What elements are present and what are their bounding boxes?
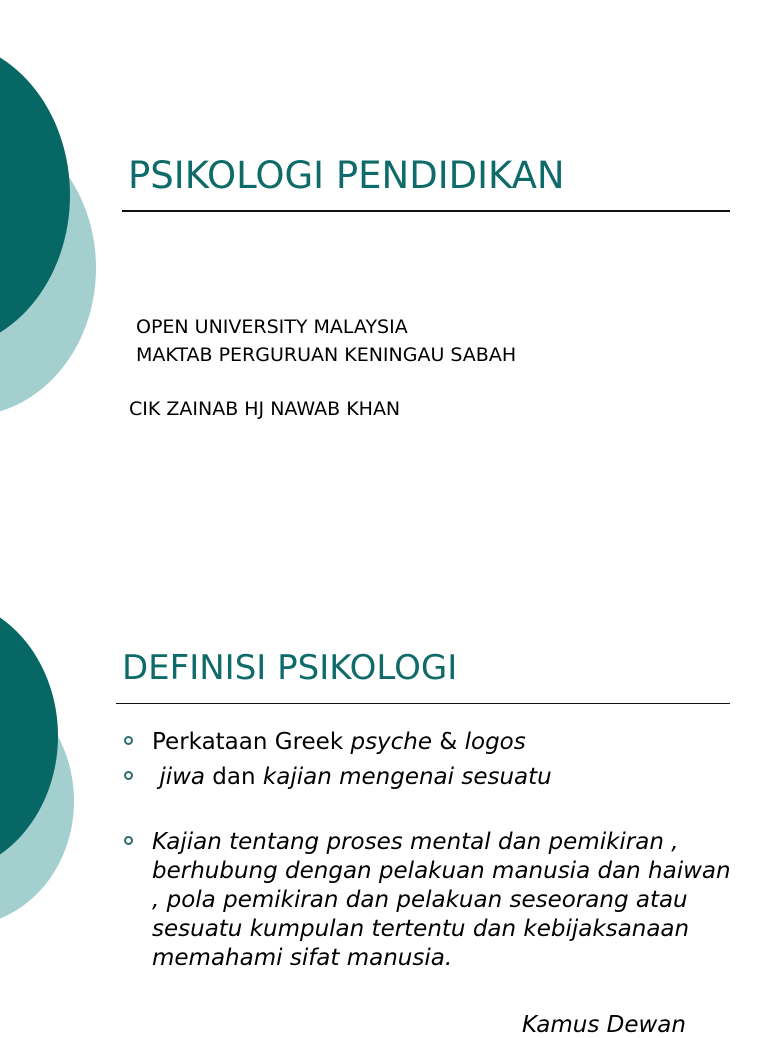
slide-definition-heading: DEFINISI PSIKOLOGI bbox=[122, 648, 458, 688]
title-underline bbox=[122, 210, 730, 212]
bullet-list bbox=[124, 728, 744, 973]
bullet-greek-origin: Perkataan Greek psyche & logos bbox=[124, 728, 744, 757]
bullet-definition: Kajian tentang proses mental dan pemikiran , berhubung dengan pelakuan manusia dan haiwan , pola pemikiran dan pelakuan seseorang atau sesuatu kumpulan tertentu dan kebijaksanaan memahami sifat manusia. bbox=[124, 828, 744, 973]
lecturer-name: CIK ZAINAB HJ NAWAB KHAN bbox=[129, 398, 401, 420]
university-name: OPEN UNIVERSITY MALAYSIA bbox=[136, 316, 408, 338]
bullet-meaning: jiwa dan kajian mengenai sesuatu bbox=[124, 763, 744, 792]
bullet-circle-icon bbox=[124, 836, 133, 845]
slide-title-heading: PSIKOLOGI PENDIDIKAN bbox=[128, 154, 565, 197]
college-name: MAKTAB PERGURUAN KENINGAU SABAH bbox=[136, 344, 517, 366]
slide-definition bbox=[0, 576, 768, 1038]
bullet-circle-icon bbox=[124, 771, 133, 780]
title-underline bbox=[116, 703, 730, 704]
source-attribution: Kamus Dewan bbox=[522, 1012, 686, 1038]
bullet-circle-icon bbox=[124, 736, 133, 745]
